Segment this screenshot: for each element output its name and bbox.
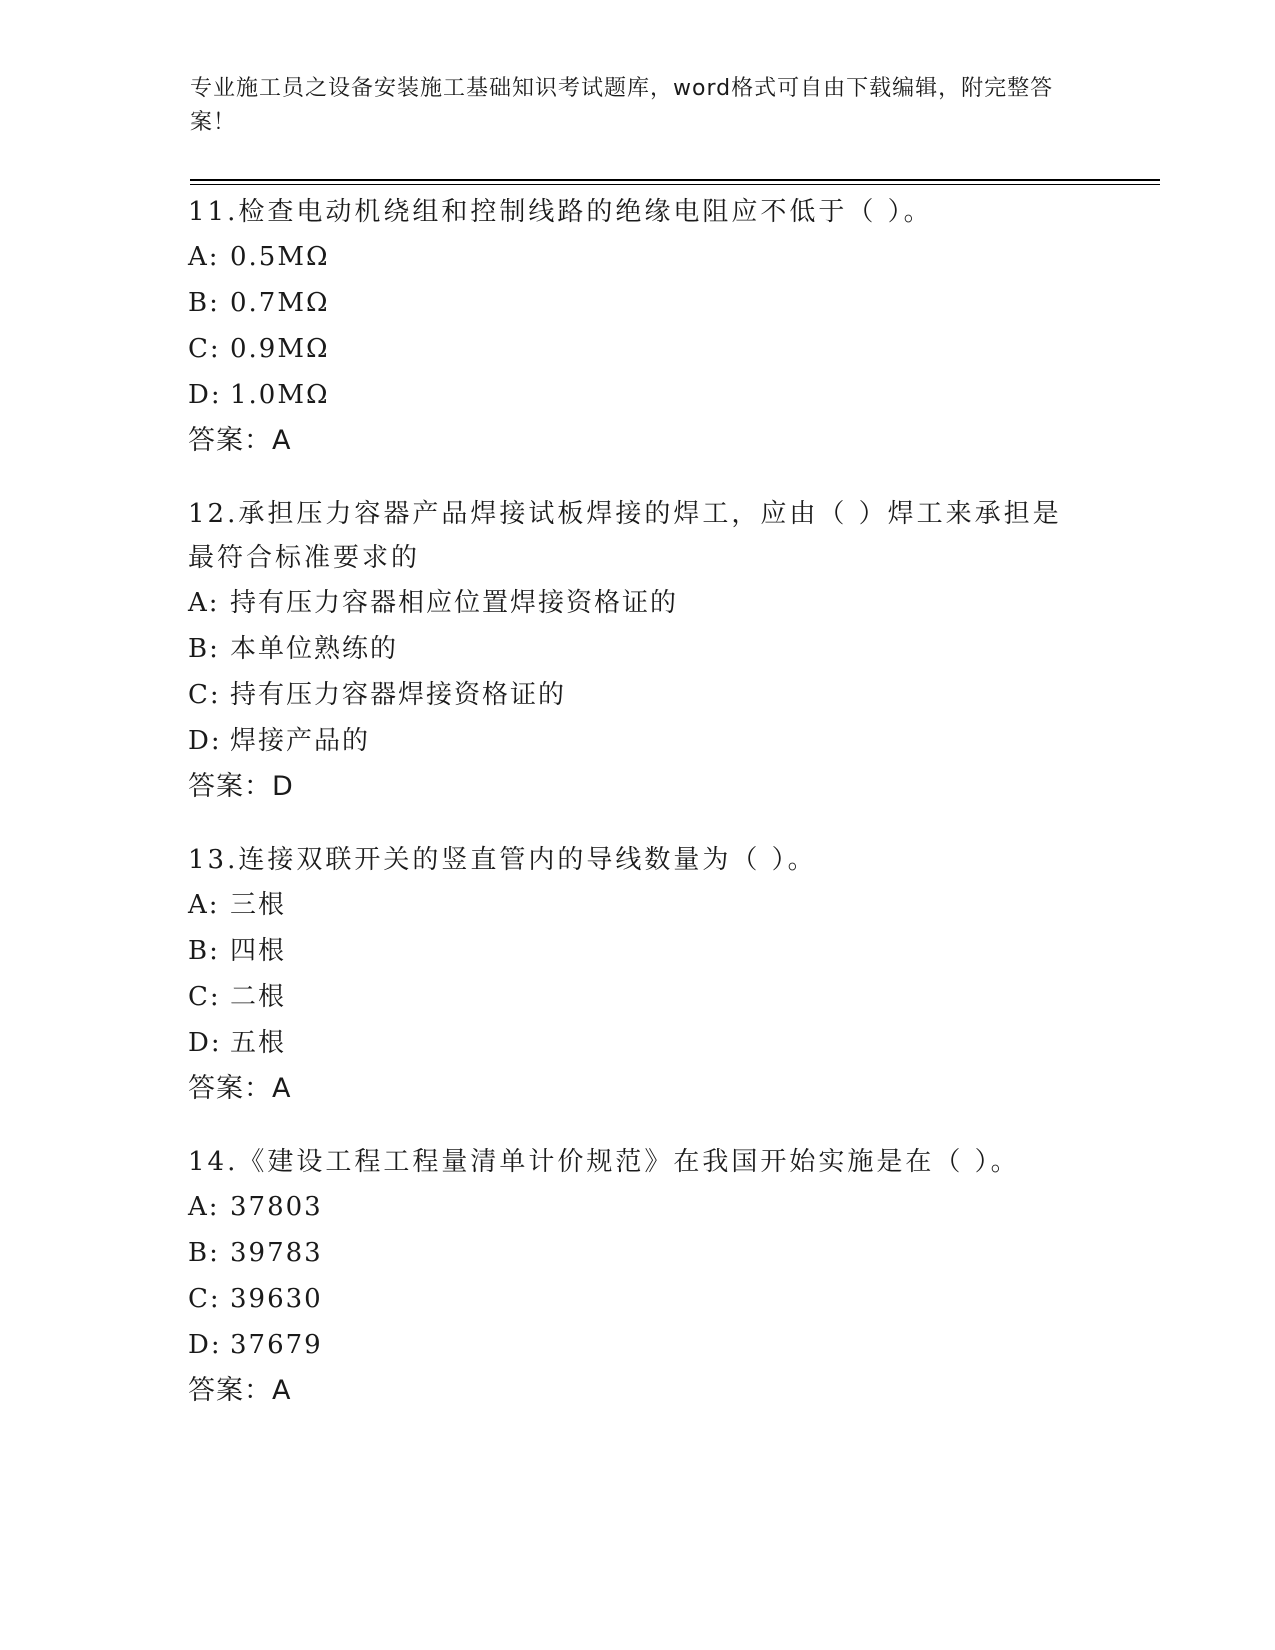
option-text: 本单位熟练的 [230, 634, 399, 664]
option-letter: C: [188, 1284, 221, 1314]
option-text: 四根 [230, 936, 287, 966]
option-text: 五根 [230, 1028, 287, 1058]
option-d [188, 1322, 1088, 1368]
question-stem: 13.连接双联开关的竖直管内的导线数量为（ ）。 [188, 845, 817, 875]
option-letter: B: [188, 288, 220, 318]
option-letter: B: [188, 936, 220, 966]
question-13 [188, 838, 1088, 1112]
option-text: 持有压力容器相应位置焊接资格证的 [230, 588, 679, 618]
option-letter: C: [188, 680, 221, 710]
option-text: 焊接产品的 [230, 726, 371, 756]
header-divider-thin [190, 184, 1160, 185]
option-text: 0.9MΩ [230, 334, 330, 364]
question-list [188, 190, 1088, 1442]
option-text: 37803 [230, 1192, 323, 1222]
answer-line: 答案：A [188, 425, 292, 456]
option-letter: D: [188, 380, 222, 410]
option-a [188, 882, 1088, 928]
option-c [188, 1276, 1088, 1322]
option-c [188, 974, 1088, 1020]
option-d [188, 372, 1088, 418]
answer-line: 答案：D [188, 771, 294, 802]
option-c [188, 326, 1088, 372]
answer-line: 答案：A [188, 1073, 292, 1104]
option-letter: A: [188, 890, 220, 920]
option-text: 1.0MΩ [230, 380, 330, 410]
option-text: 持有压力容器焊接资格证的 [230, 680, 567, 710]
option-letter: B: [188, 634, 220, 664]
option-d [188, 1020, 1088, 1066]
option-letter: C: [188, 982, 221, 1012]
option-a [188, 234, 1088, 280]
option-text: 二根 [230, 982, 287, 1012]
question-stem: 11.检查电动机绕组和控制线路的绝缘电阻应不低于（ ）。 [188, 197, 933, 227]
option-d [188, 718, 1088, 764]
option-text: 39783 [230, 1238, 323, 1268]
question-12 [188, 492, 1088, 810]
option-text: 37679 [230, 1330, 323, 1360]
answer-line: 答案：A [188, 1375, 292, 1406]
option-letter: A: [188, 242, 220, 272]
option-b [188, 280, 1088, 326]
question-stem: 14.《建设工程工程量清单计价规范》在我国开始实施是在（ ）。 [188, 1147, 1020, 1177]
option-letter: A: [188, 588, 220, 618]
option-letter: D: [188, 1028, 222, 1058]
document-header: 专业施工员之设备安装施工基础知识考试题库，word格式可自由下载编辑，附完整答案！ [190, 76, 1054, 135]
option-text: 0.5MΩ [230, 242, 330, 272]
option-letter: D: [188, 726, 222, 756]
option-b [188, 1230, 1088, 1276]
option-text: 0.7MΩ [230, 288, 330, 318]
question-stem: 12.承担压力容器产品焊接试板焊接的焊工，应由（ ）焊工来承担是最符合标准要求的 [188, 499, 1062, 573]
option-letter: C: [188, 334, 221, 364]
option-b [188, 626, 1088, 672]
option-b [188, 928, 1088, 974]
option-a [188, 580, 1088, 626]
option-a [188, 1184, 1088, 1230]
option-text: 三根 [230, 890, 287, 920]
header-divider-thick [190, 179, 1160, 181]
option-letter: A: [188, 1192, 220, 1222]
option-c [188, 672, 1088, 718]
option-text: 39630 [230, 1284, 323, 1314]
option-letter: B: [188, 1238, 220, 1268]
option-letter: D: [188, 1330, 222, 1360]
question-14 [188, 1140, 1088, 1414]
question-11 [188, 190, 1088, 464]
